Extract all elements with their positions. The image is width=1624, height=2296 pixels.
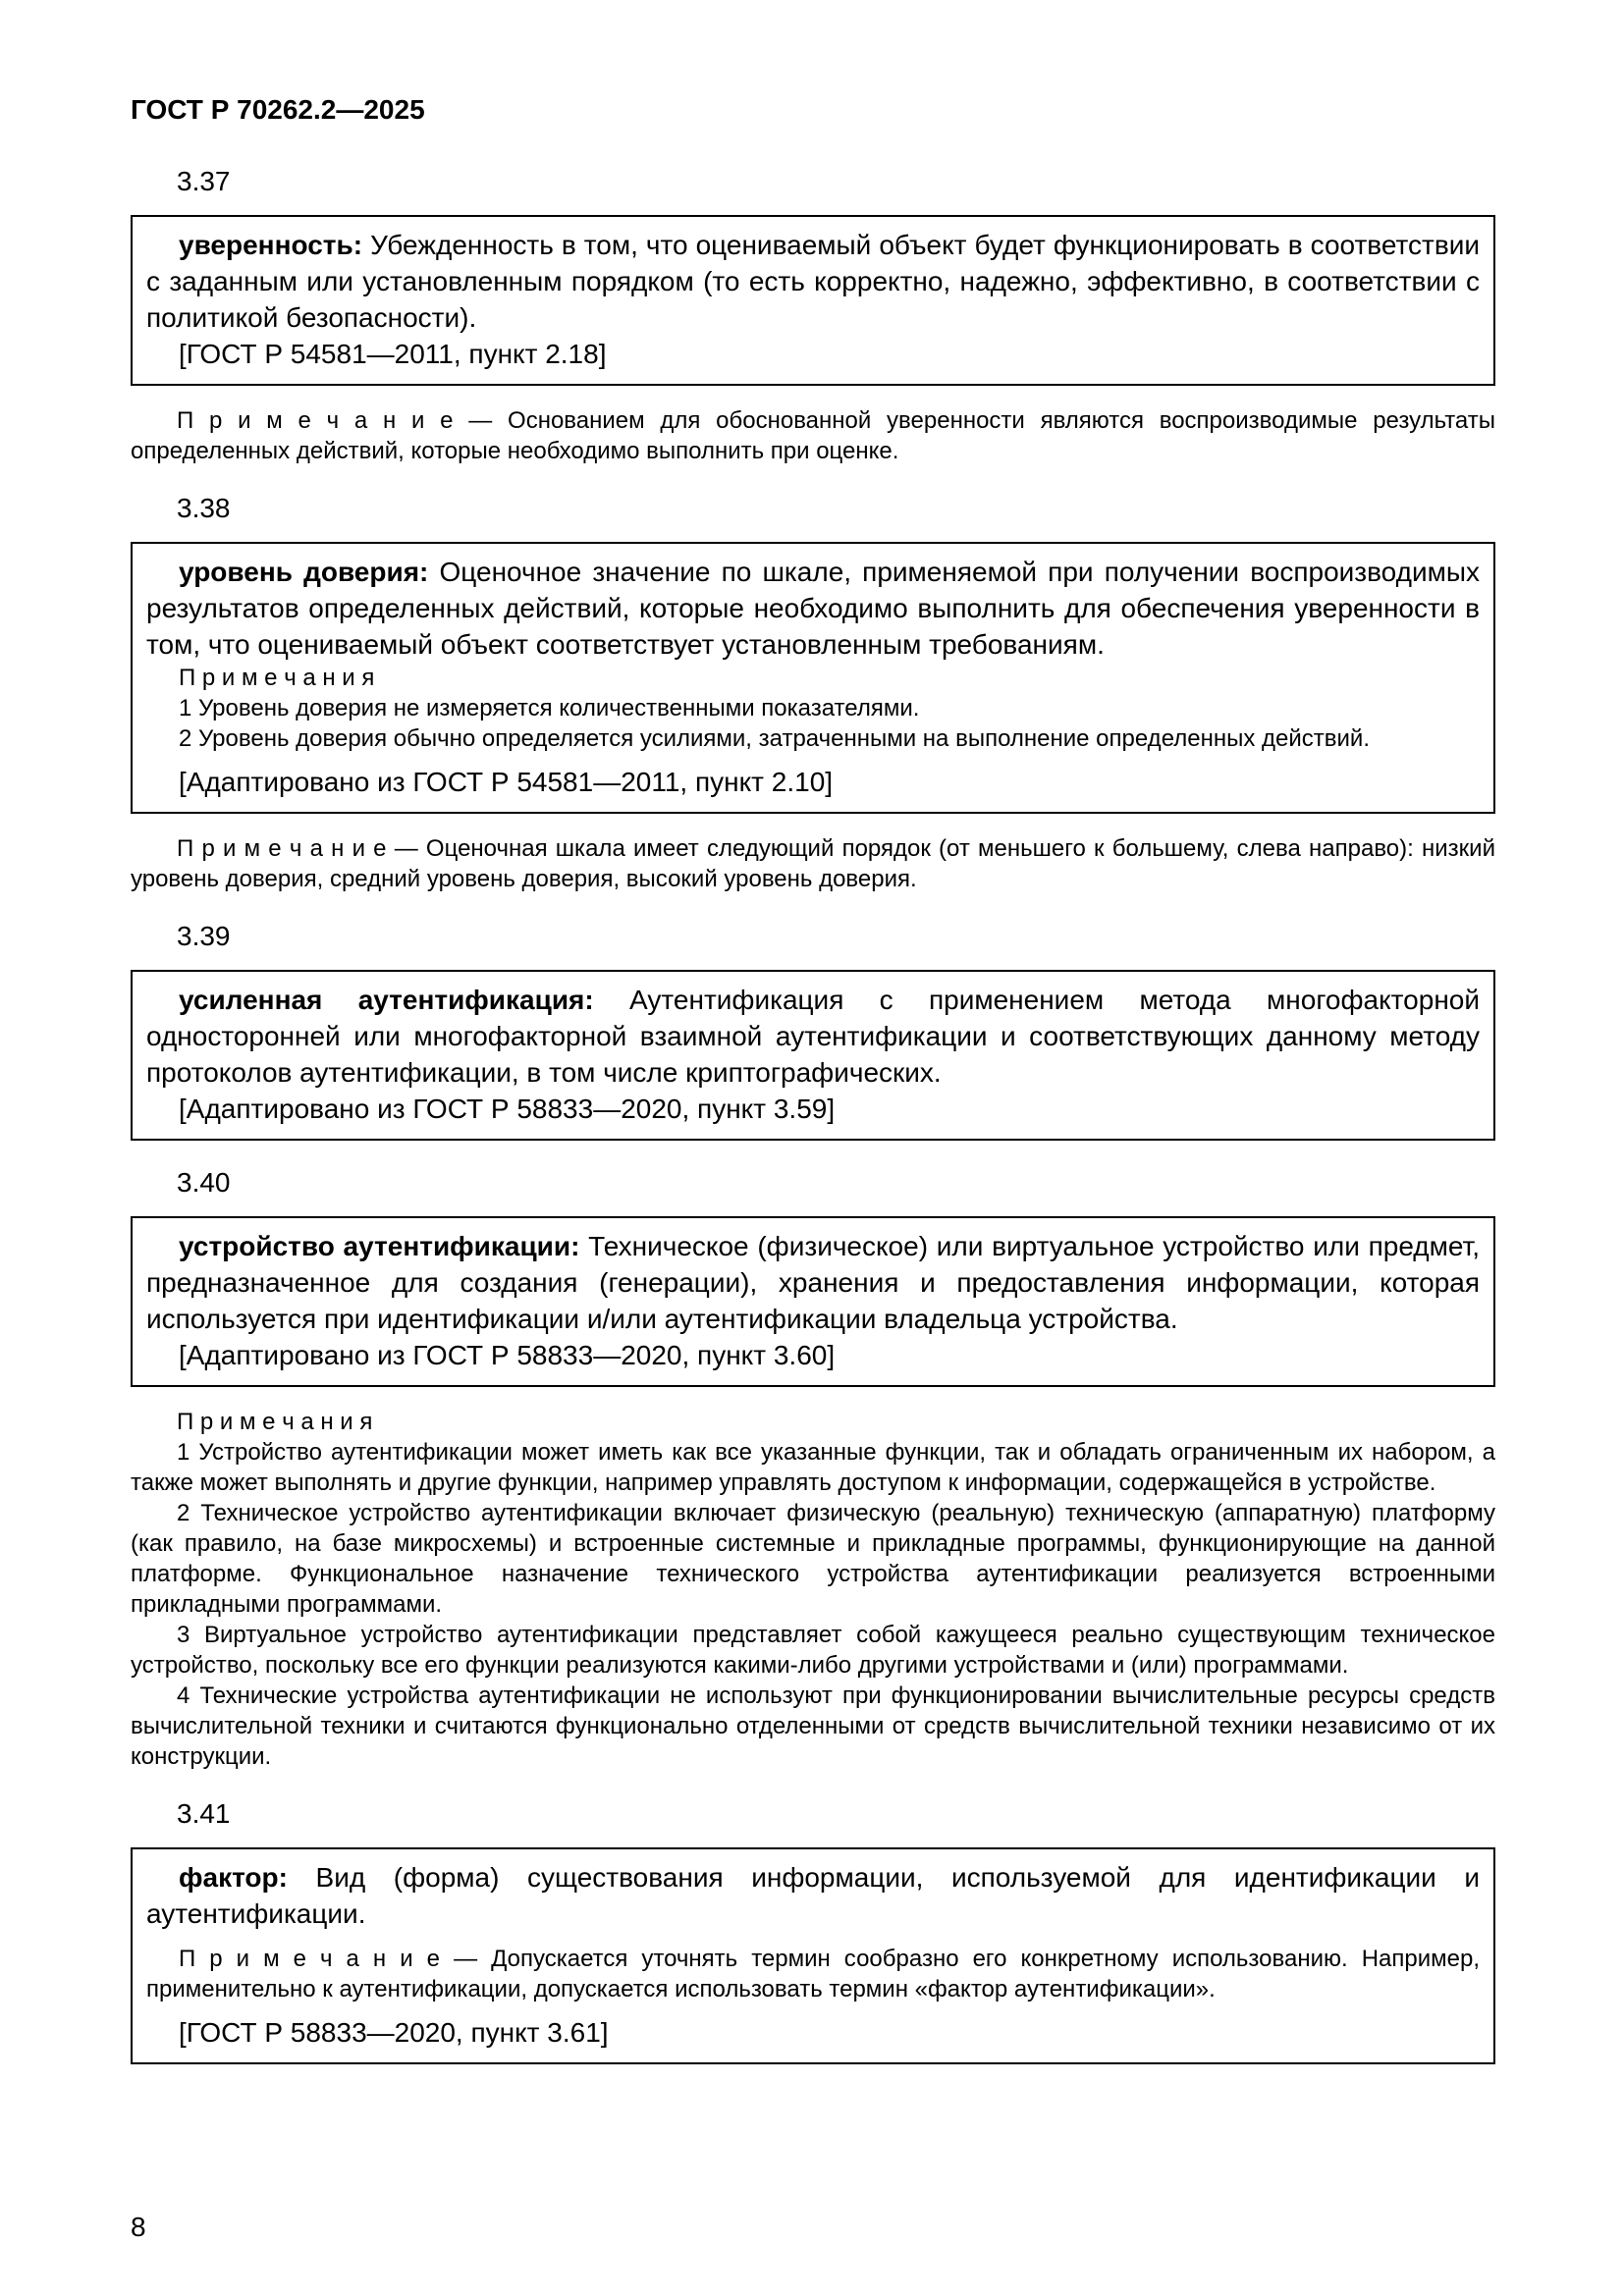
notes-block-after-3-40 (131, 1407, 1495, 1772)
box-notes-header-3-38: П р и м е ч а н и я (179, 665, 375, 691)
document-header: ГОСТ Р 70262.2—2025 (131, 94, 425, 125)
term-3-37: уверенность: (179, 230, 363, 260)
definition-text-3-41: Вид (форма) существования информации, используемой для идентификации и аутентификации. (146, 1862, 1481, 1929)
term-3-38: уровень доверия: (179, 557, 429, 587)
source-reference-3-39: [Адаптировано из ГОСТ Р 58833—2020, пункт 3.59] (179, 1094, 836, 1124)
term-number-3-41: 3.41 (177, 1798, 231, 1829)
note-after-3-38 (131, 833, 1495, 894)
term-number-3-38: 3.38 (177, 493, 231, 523)
source-reference-3-41: [ГОСТ Р 58833—2020, пункт 3.61] (179, 2017, 609, 2048)
term-3-41: фактор: (179, 1862, 288, 1893)
note-text: — Оценочная шкала имеет следующий порядок (от меньшего к большему, слева направо): низкий уровень доверия, средний уровень доверия, высокий уровень доверия. (131, 835, 1495, 892)
definition-box-3-38 (131, 542, 1495, 814)
note-inside-3-41 (146, 1944, 1480, 2004)
page-content (131, 91, 1495, 2084)
note-label: П р и м е ч а н и е (177, 835, 387, 862)
notes-block-item-1: 1 Устройство аутентификации может иметь как все указанные функции, так и обладать ограниченным их набором, а также может выполнять и другие функции, например управлять доступом к информации, содержащейся в устройстве. (131, 1439, 1495, 1496)
term-number-3-39: 3.39 (177, 921, 231, 951)
source-reference-3-37: [ГОСТ Р 54581—2011, пункт 2.18] (179, 339, 607, 369)
box-note-1-3-38: 1 Уровень доверия не измеряется количественными показателями. (179, 695, 920, 721)
definition-box-3-41 (131, 1847, 1495, 2064)
term-3-39: усиленная аутентификация: (179, 985, 594, 1015)
definition-box-3-37 (131, 215, 1495, 386)
definition-text-3-39: Аутентификация с применением метода многофакторной односторонней или многофакторной взаимной аутентификации и соответствующих данному методу протоколов аутентификации, в том числе криптографических. (146, 985, 1480, 1088)
notes-block-item-4: 4 Технические устройства аутентификации не используют при функционировании вычислительные ресурсы средств вычислительной техники и считаются функционально отделенными от средств вычислительной техники независимо от их конструкции. (131, 1682, 1495, 1770)
source-reference-3-40: [Адаптировано из ГОСТ Р 58833—2020, пункт 3.60] (179, 1340, 836, 1370)
definition-box-3-39 (131, 970, 1495, 1141)
box-note-2-3-38: 2 Уровень доверия обычно определяется усилиями, затраченными на выполнение определенных действий. (179, 725, 1370, 752)
note-text: — Основанием для обоснованной уверенности являются воспроизводимые результаты определенных действий, которые необходимо выполнить при оценке. (131, 407, 1495, 464)
definition-box-3-40 (131, 1216, 1495, 1387)
note-label: П р и м е ч а н и е (179, 1946, 441, 1972)
term-3-40: устройство аутентификации: (179, 1231, 580, 1261)
definition-paragraph-3-41 (146, 1859, 1480, 1932)
term-number-3-37: 3.37 (177, 166, 231, 196)
term-number-3-40: 3.40 (177, 1167, 231, 1198)
definition-paragraph-3-40 (146, 1228, 1480, 1337)
definition-paragraph-3-38 (146, 554, 1480, 663)
notes-block-item-3: 3 Виртуальное устройство аутентификации представляет собой кажущееся реально существующим техническое устройство, поскольку все его функции реализуются какими-либо другими устройствами и (или) программами. (131, 1622, 1495, 1679)
page-number: 8 (131, 2212, 146, 2242)
notes-block-item-2: 2 Техническое устройство аутентификации включает физическую (реальную) техническую (аппаратную) платформу (как правило, на базе микросхемы) и встроенные системные и прикладные программы, функционирующие на данной платформе. Функциональное назначение технического устройства аутентификации реализуется встроенными прикладными программами. (131, 1500, 1495, 1618)
definition-text-3-37: Убежденность в том, что оцениваемый объект будет функционировать в соответствии с заданным или установленным порядком (то есть корректно, надежно, эффективно, в соответствии с политикой безопасности). (146, 230, 1481, 333)
note-label: П р и м е ч а н и е (177, 407, 454, 434)
definition-paragraph-3-37 (146, 227, 1480, 336)
definition-text-3-40: Техническое (физическое) или виртуальное устройство или предмет, предназначенное для создания (генерации), хранения и предоставления информации, которая используется при идентификации и/или аутентификации владельца устройства. (146, 1231, 1480, 1334)
definition-text-3-38: Оценочное значение по шкале, применяемой при получении воспроизводимых результатов определенных действий, которые необходимо выполнить для обеспечения уверенности в том, что оцениваемый объект соответствует установленным требованиям. (146, 557, 1480, 660)
note-after-3-37 (131, 405, 1495, 466)
notes-block-header: П р и м е ч а н и я (177, 1409, 373, 1435)
note-text: — Допускается уточнять термин сообразно его конкретному использованию. Например, применительно к аутентификации, допускается использовать термин «фактор аутентификации». (146, 1946, 1481, 2002)
definition-paragraph-3-39 (146, 982, 1480, 1091)
source-reference-3-38: [Адаптировано из ГОСТ Р 54581—2011, пункт 2.10] (179, 767, 834, 797)
